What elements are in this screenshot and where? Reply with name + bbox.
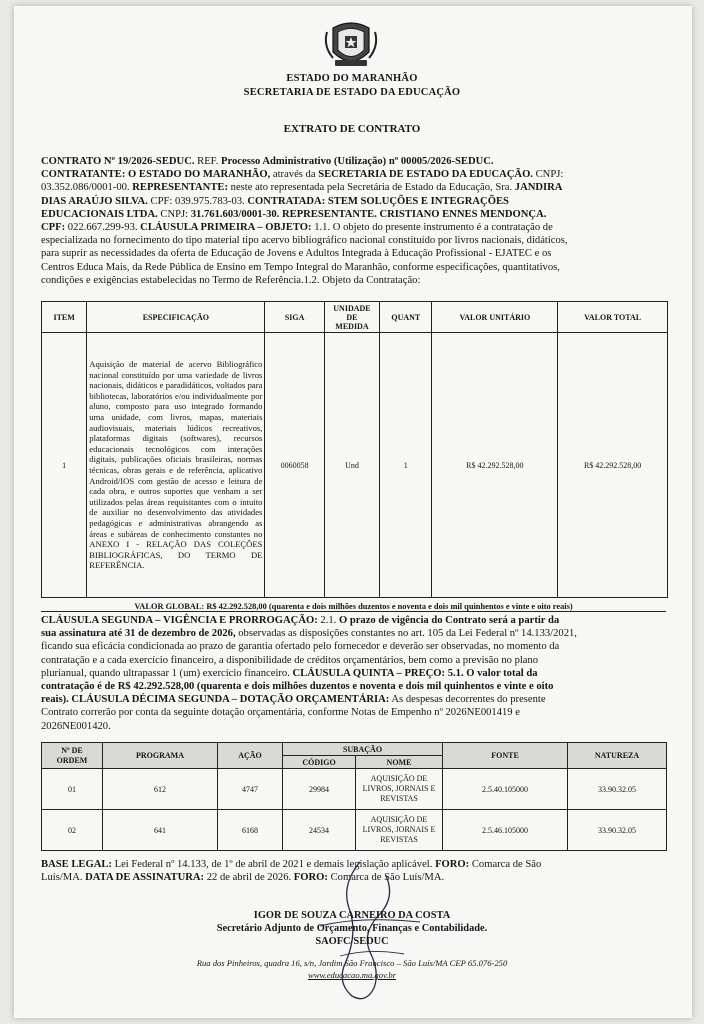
footer-website[interactable]: www.educacao.ma.gov.br — [308, 970, 396, 980]
header-siga: SIGA — [265, 302, 324, 333]
row-source: 2.5.46.105000 — [443, 810, 568, 851]
header-unit: UNIDADE DE MEDIDA — [324, 302, 379, 333]
header-action: AÇÃO — [218, 743, 283, 769]
footer-address: Rua dos Pinheiros, quadra 16, s/n, Jardim São Francisco – São Luís/MA CEP 65.076-250 — [196, 958, 508, 968]
item-number: 1 — [42, 333, 87, 598]
row-code: 24534 — [283, 810, 356, 851]
item-specification: Aquisição de material de acervo Bibliográfico nacional constituído por uma variedade de livros nacionais, didáticos e paradidáticos, voltados para bibliotecas, laboratórios e/ou individualmente por aluno, composto para uso integrado formando uma unidade, com livros, mapas, materiais audiovisuais, materiais lúdicos recreativos, plataformas digitais (softwares), recursos educacionais tecnológicos com interações digitais, publicações oficiais brasileiras, normas técnicas, obras gerais e de referência, aplicativo Android/IOS com gestão de acesso e leitura de cada obra, e outros suportes que venham a ser utilizados pelas áreas requisitantes com o intuito de auxiliar no desenvolvimento das atividades pedagógicas e administrativas abrangendo as áreas e subáreas de conhecimento constantes no ANEXO I - RELAÇÃO DAS COLEÇÕES BIBLIOGRÁFICAS, DO TERMO DE REFERÊNCIA. — [87, 333, 265, 598]
row-action: 6168 — [218, 810, 283, 851]
row-source: 2.5.40.105000 — [443, 769, 568, 810]
row-action: 4747 — [218, 769, 283, 810]
row-order: 02 — [42, 810, 103, 851]
global-value: VALOR GLOBAL: R$ 42.292.528,00 (quarenta e dois milhões duzentos e noventa e dois mil quinhentos e vinte e oito reais) — [41, 602, 666, 612]
row-name: AQUISIÇÃO DE LIVROS, JORNAIS E REVISTAS — [356, 810, 443, 851]
header-state: ESTADO DO MARANHÃO — [286, 73, 418, 84]
signer-role: Secretário Adjunto de Orçamento, Finanças e Contabilidade. — [216, 923, 488, 934]
header-secretariat: SECRETARIA DE ESTADO DA EDUCAÇÃO — [243, 87, 461, 98]
row-nature: 33.90.32.05 — [568, 769, 667, 810]
header-spec: ESPECIFICAÇÃO — [87, 302, 265, 333]
header-code: CÓDIGO — [283, 756, 356, 769]
header-order: Nº DE ORDEM — [42, 743, 103, 769]
header-quant: QUANT — [380, 302, 432, 333]
header-item: ITEM — [42, 302, 87, 333]
row-order: 01 — [42, 769, 103, 810]
contract-intro: CONTRATO Nº 19/2026-SEDUC. REF. Processo Administrativo (Utilização) nº 00005/2026-SEDUC. CONTRATANTE: O ESTADO DO MARANHÃO, através da SECRETARIA DE ESTADO DA EDUCAÇÃO. CNPJ: 03.352.086/0001-00. REPRESENTANTE: neste ato representada pela Secretária de Estado da Educação, Sra. JANDIRA DIAS ARAÚJO SILVA. CPF: 039.975.783-03. CONTRATADA: STEM SOLUÇÕES E INTEGRAÇÕES EDUCACIONAIS LTDA. CNPJ: 31.761.603/0001-30. REPRESENTANTE. CRISTIANO ENNES MENDONÇA. CPF: 022.667.299-93. CLÁUSULA PRIMEIRA – OBJETO: 1.1. O objeto do presente instrumento é a contratação de especializada no fornecimento do tipo material tipo acervo bibliográfico nacional constituído por livros nacionais, didáticos, para suprir as necessidades da oferta de Educação de Jovens e Adultos Integrada à Educação Profissional - EJATEC e os Centros Educa Mais, da Rede Pública de Ensino em Tempo Integral do Maranhão, conforme especificações, quantitativos, condições e exigências estabelecidas no Termo de Referência.1.2. Objeto da Contratação: — [41, 156, 568, 286]
table-row — [42, 769, 667, 810]
header-name: NOME — [356, 756, 443, 769]
legal-basis: BASE LEGAL: Lei Federal nº 14.133, de 1º de abril de 2021 e demais legislação aplicável. FORO: Comarca de São Luís/MA. DATA DE ASSINATURA: 22 de abril de 2026. FORO: Comarca de São Luís/MA. — [41, 859, 542, 884]
row-nature: 33.90.32.05 — [568, 810, 667, 851]
row-program: 612 — [103, 769, 218, 810]
header-subaction: SUBAÇÃO — [283, 743, 443, 756]
signer-name: IGOR DE SOUZA CARNEIRO DA COSTA — [253, 910, 451, 921]
budget-table — [41, 742, 667, 851]
item-quantity: 1 — [380, 333, 432, 598]
header-nature: NATUREZA — [568, 743, 667, 769]
header-unit-value: VALOR UNITÁRIO — [432, 302, 558, 333]
row-name: AQUISIÇÃO DE LIVROS, JORNAIS E REVISTAS — [356, 769, 443, 810]
row-code: 29984 — [283, 769, 356, 810]
document-title: EXTRATO DE CONTRATO — [283, 123, 421, 135]
header-source: FONTE — [443, 743, 568, 769]
contract-clauses: CLÁUSULA SEGUNDA – VIGÊNCIA E PRORROGAÇÃO: 2.1. O prazo de vigência do Contrato será a partir da sua assinatura até 31 de dezembro de 2026, observadas as disposições constantes no art. 105 da Lei Federal nº 14.133/2021, ficando sua eficácia condicionada ao prazo de garantia ofertado pelo fornecedor e deverão ser observadas, no momento da contratação e a cada exercício financeiro, a disponibilidade de créditos orçamentários, bem como a previsão no plano plurianual, quando ultrapassar 1 (um) exercício financeiro. CLÁUSULA QUINTA – PREÇO: 5.1. O valor total da contratação é de R$ 42.292.528,00 (quarenta e dois milhões duzentos e noventa e dois mil quinhentos e vinte e oito reais). CLÁUSULA DÉCIMA SEGUNDA – DOTAÇÃO ORÇAMENTÁRIA: As despesas decorrentes do presente Contrato correrão por conta da seguinte dotação orçamentária, conforme Notas de Empenho nº 2026NE001419 e 2026NE001420. — [41, 615, 577, 732]
header-program: PROGRAMA — [103, 743, 218, 769]
table-row — [42, 810, 667, 851]
table-row — [42, 333, 668, 598]
state-coat-of-arms-icon — [321, 20, 381, 70]
items-table-header — [42, 302, 668, 333]
items-table — [41, 301, 668, 598]
item-unit-value: R$ 42.292.528,00 — [432, 333, 558, 598]
item-unit: Und — [324, 333, 379, 598]
header-total-value: VALOR TOTAL — [558, 302, 668, 333]
signer-unit: SAOFC/SEDUC — [315, 936, 389, 947]
item-total-value: R$ 42.292.528,00 — [558, 333, 668, 598]
item-siga: 0060058 — [265, 333, 324, 598]
row-program: 641 — [103, 810, 218, 851]
